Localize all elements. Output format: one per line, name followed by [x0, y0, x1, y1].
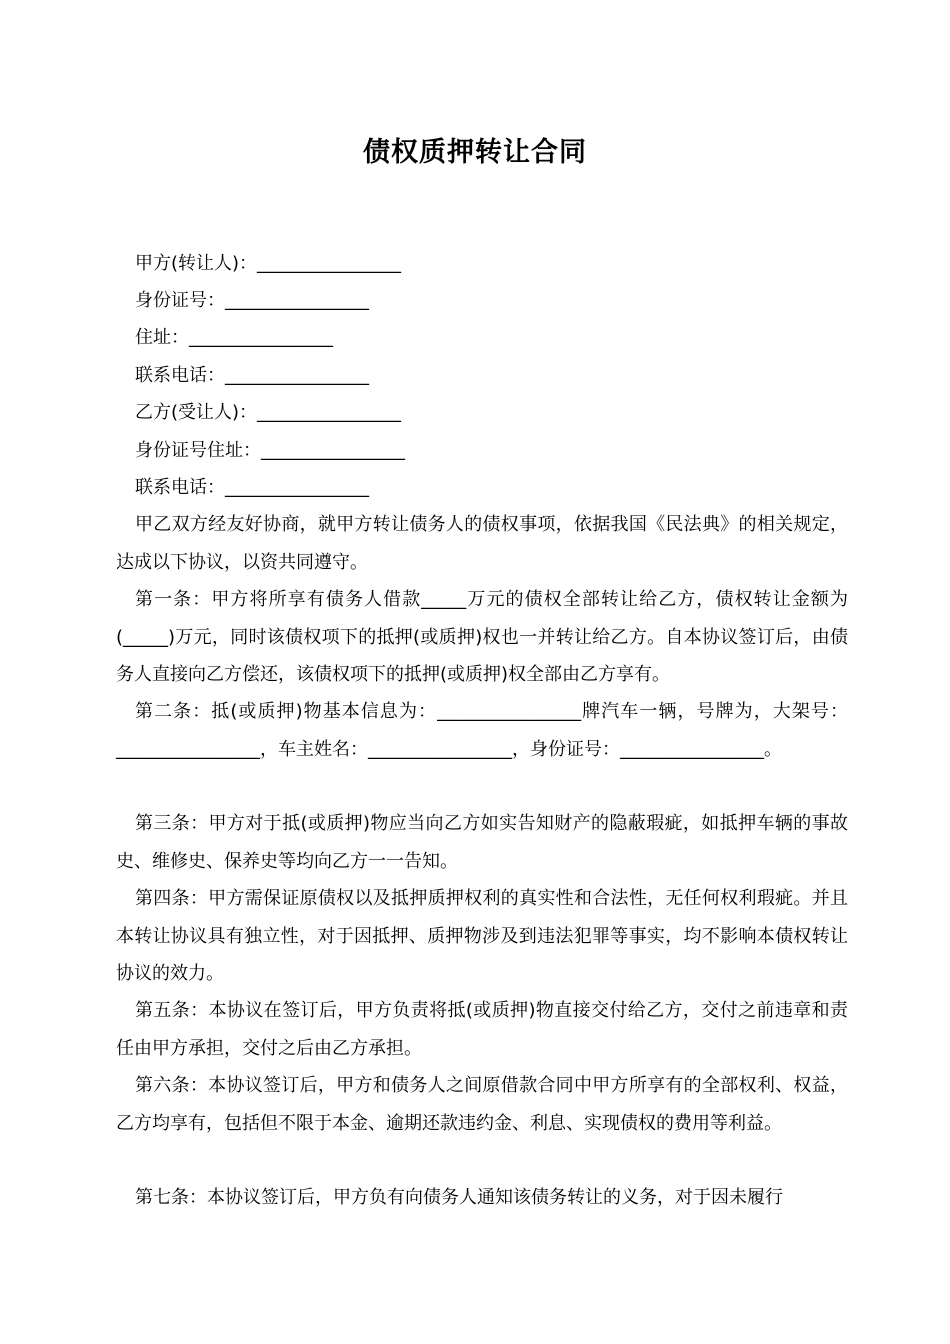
party-b-name-field: 乙方(受让人)：________________ [135, 402, 402, 423]
preamble-paragraph: 甲乙双方经友好协商，就甲方转让债务人的债权事项，依据我国《民法典》的相关规定，达成以下协议，以资共同遵守。 [116, 514, 848, 573]
document-title: 债权质押转让合同 [363, 137, 587, 168]
article-4-paragraph: 第四条：甲方需保证原债权以及抵押质押权利的真实性和合法性，无任何权利瑕疵。并且本转让协议具有独立性，对于因抵押、质押物涉及到违法犯罪等事实，均不影响本债权转让协议的效力。 [116, 888, 848, 984]
article-2-paragraph: 第二条：抵(或质押)物基本信息为：________________牌汽车一辆，号牌为，大架号：________________，车主姓名：________________，身份证号：________________。 [116, 701, 848, 760]
party-a-name-field: 甲方(转让人)：________________ [135, 253, 402, 274]
party-a-address-field: 住址：________________ [135, 327, 333, 348]
article-1-paragraph: 第一条：甲方将所享有债务人借款_____万元的债权全部转让给乙方，债权转让金额为(_____)万元，同时该债权项下的抵押(或质押)权也一并转让给乙方。自本协议签订后，由债务人直接向乙方偿还，该债权项下的抵押(或质押)权全部由乙方享有。 [116, 589, 848, 685]
article-6-paragraph: 第六条：本协议签订后，甲方和债务人之间原借款合同中甲方所享有的全部权利、权益，乙方均享有，包括但不限于本金、逾期还款违约金、利息、实现债权的费用等利益。 [116, 1075, 848, 1134]
party-b-id-address-field: 身份证号住址：________________ [135, 440, 405, 461]
party-b-phone-field: 联系电话：________________ [135, 477, 369, 498]
article-3-paragraph: 第三条：甲方对于抵(或质押)物应当向乙方如实告知财产的隐蔽瑕疵，如抵押车辆的事故史、维修史、保养史等均向乙方一一告知。 [116, 813, 848, 872]
article-5-paragraph: 第五条：本协议在签订后，甲方负责将抵(或质押)物直接交付给乙方，交付之前违章和责任由甲方承担，交付之后由乙方承担。 [116, 1000, 848, 1059]
article-7-paragraph: 第七条：本协议签订后，甲方负有向债务人通知该债务转让的义务，对于因未履行 [135, 1187, 783, 1208]
party-a-id-field: 身份证号：________________ [135, 290, 369, 311]
party-a-phone-field: 联系电话：________________ [135, 365, 369, 386]
